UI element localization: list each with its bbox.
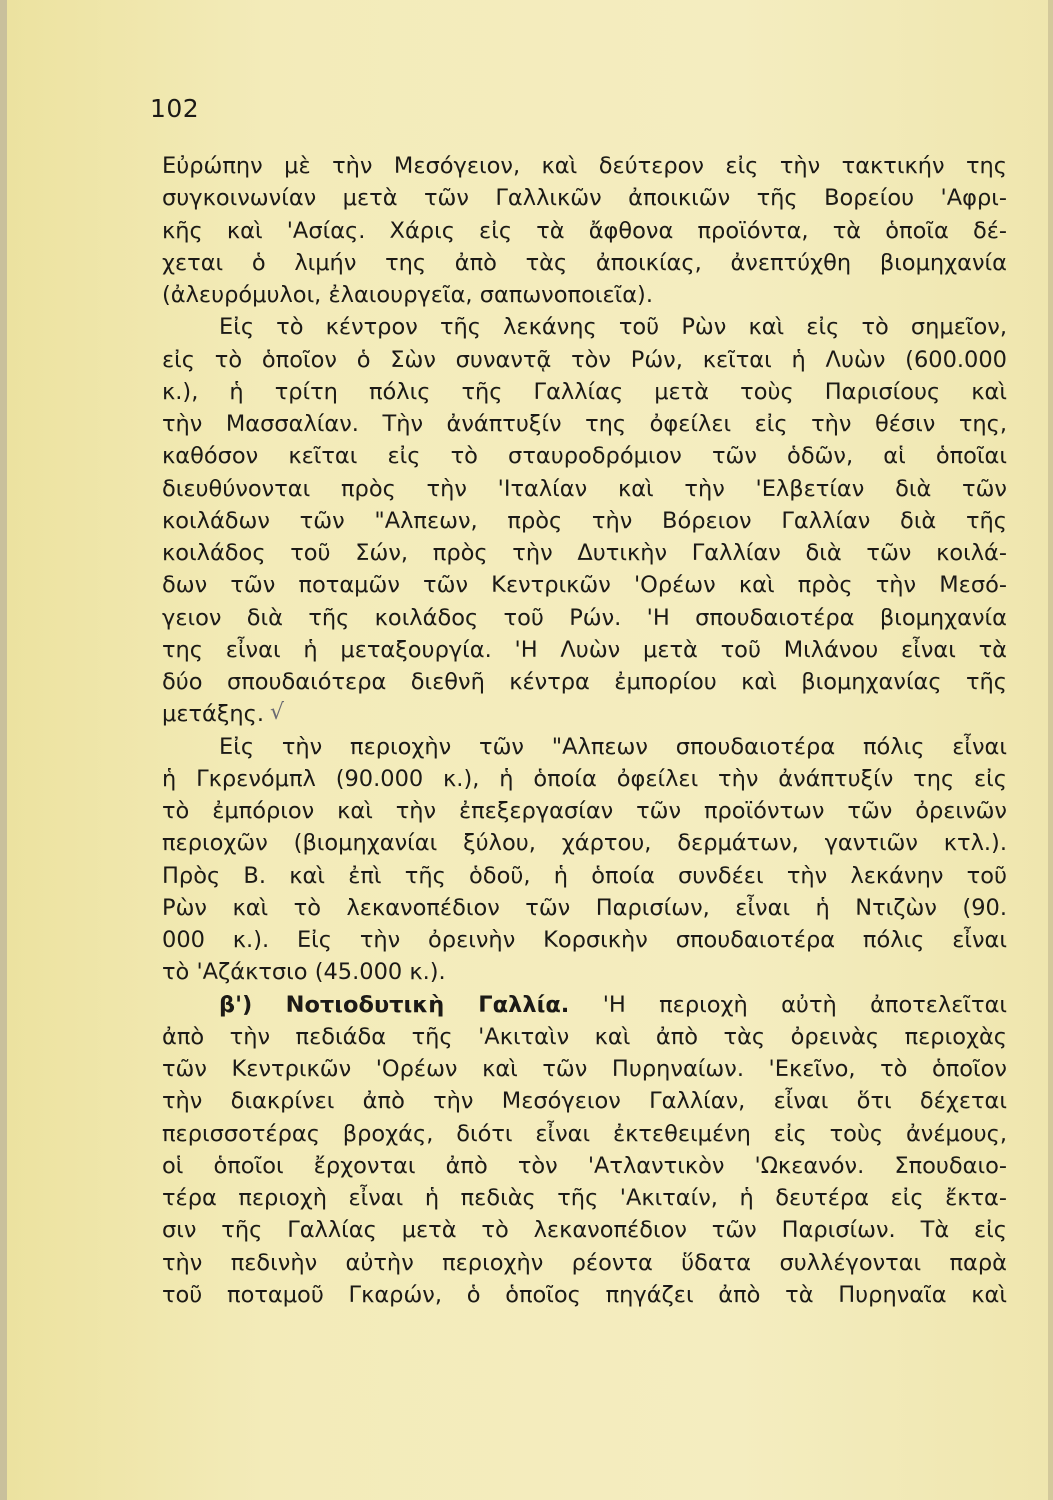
text-line: κοιλάδος τοῦ Σών, πρὸς τὴν Δυτικὴν Γαλλίαν διὰ τῶν κοιλά- [162,540,1007,566]
text-line: διευθύνονται πρὸς τὴν 'Ιταλίαν καὶ τὴν 'Ελβετίαν διὰ τῶν [162,475,1007,502]
text-line: γειον διὰ τῆς κοιλάδος τοῦ Ρών. 'Η σπουδαιοτέρα βιομηχανία [162,604,1007,631]
page-edge-right [1048,0,1053,1500]
text-line: περισσοτέρας βροχάς, διότι εἶναι ἐκτεθειμένη εἰς τοὺς ἀνέμους, [162,1120,1007,1147]
text-line: ἀπὸ τὴν πεδιάδα τῆς 'Ακιταὶν καὶ ἀπὸ τὰς ὀρεινὰς περιοχὰς [162,1023,1007,1050]
page-edge-left [0,0,7,1500]
text-line: κοιλάδων τῶν "Αλπεων, πρὸς τὴν Βόρειον Γαλλίαν διὰ τῆς [162,507,1007,534]
text-line: δων τῶν ποταμῶν τῶν Κεντρικῶν 'Ορέων καὶ πρὸς τὴν Μεσό- [162,572,1007,599]
text-line: 000 κ.). Εἰς τὴν ὀρεινὴν Κορσικὴν σπουδαιοτέρα πόλις εἶναι [162,927,1007,953]
text-line: οἱ ὁποῖοι ἔρχονται ἀπὸ τὸν 'Ατλαντικὸν 'Ωκεανόν. Σπουδαιο- [162,1152,1007,1179]
text-line: τὸ ἐμπόριον καὶ τὴν ἐπεξεργασίαν τῶν προϊόντων τῶν ὀρεινῶν [162,798,1007,824]
text-line: καθόσον κεῖται εἰς τὸ σταυροδρόμιον τῶν ὁδῶν, αἱ ὁποῖαι [162,443,1007,470]
text-line: χεται ὁ λιμήν της ἀπὸ τὰς ἀποικίας, ἀνεπτύχθη βιομηχανία [162,249,1007,276]
paragraph-start: Εἰς τὴν περιοχὴν τῶν "Αλπεων σπουδαιοτέρα πόλις εἶναι [219,733,1007,760]
section-heading-line [162,989,1007,1021]
text-line: κῆς καὶ 'Ασίας. Χάρις εἰς τὰ ἄφθονα προϊόντα, τὰ ὁποῖα δέ- [162,217,1007,244]
text-line: τὴν διακρίνει ἀπὸ τὴν Μεσόγειον Γαλλίαν, εἶναι ὅτι δέχεται [162,1088,1007,1115]
paragraph-start: Εἰς τὸ κέντρον τῆς λεκάνης τοῦ Ρὼν καὶ εἰς τὸ σημεῖον, [219,314,1007,341]
text-line: τὴν Μασσαλίαν. Τὴν ἀνάπτυξίν της ὀφείλει εἰς τὴν θέσιν της, [162,411,1007,437]
text-line: σιν τῆς Γαλλίας μετὰ τὸ λεκανοπέδιον τῶν Παρισίων. Τὰ εἰς [162,1217,1007,1244]
page-number: 102 [150,94,200,123]
text-line: Πρὸς Β. καὶ ἐπὶ τῆς ὁδοῦ, ἡ ὁποία συνδέει τὴν λεκάνην τοῦ [162,862,1007,889]
check-mark-icon: √ [270,700,285,726]
section-title: Νοτιοδυτικὴ Γαλλία. [285,991,570,1018]
text-line: περιοχῶν (βιομηχανίαι ξύλου, χάρτου, δερμάτων, γαντιῶν κτλ.). [162,830,1007,857]
text-line: δύο σπουδαιότερα διεθνῆ κέντρα ἐμπορίου καὶ βιομηχανίας τῆς [162,669,1007,695]
text-line: μετάξης. [162,701,265,728]
text-line: τὴν πεδινὴν αὐτὴν περιοχὴν ρέοντα ὕδατα συλλέγονται παρὰ [162,1249,1007,1276]
text-line: 'Η περιοχὴ αὐτὴ ἀποτελεῖται [602,991,1008,1018]
text-line: Εὐρώπην μὲ τὴν Μεσόγειον, καὶ δεύτερον εἰς τὴν τακτικήν της [162,153,1007,179]
text-line-end [162,698,1007,730]
text-line: (ἀλευρόμυλοι, ἐλαιουργεῖα, σαπωνοποιεῖα). [162,282,653,308]
section-label: β') [219,991,253,1018]
text-line: συγκοινωνίαν μετὰ τῶν Γαλλικῶν ἀποικιῶν τῆς Βορείου 'Αφρι- [162,185,1007,212]
text-line: κ.), ἡ τρίτη πόλις τῆς Γαλλίας μετὰ τοὺς Παρισίους καὶ [162,378,1007,405]
text-line: ἡ Γκρενόμπλ (90.000 κ.), ἡ ὁποία ὀφείλει τὴν ἀνάπτυξίν της εἰς [162,765,1007,792]
text-line: τοῦ ποταμοῦ Γκαρών, ὁ ὁποῖος πηγάζει ἀπὸ τὰ Πυρηναῖα καὶ [162,1281,1007,1308]
text-line: τέρα περιοχὴ εἶναι ἡ πεδιὰς τῆς 'Ακιταίν, ἡ δευτέρα εἰς ἔκτα- [162,1185,1007,1211]
text-line: της εἶναι ἡ μεταξουργία. 'Η Λυὼν μετὰ τοῦ Μιλάνου εἶναι τὰ [162,636,1007,663]
body-text [162,150,1007,1311]
text-line: Ρὼν καὶ τὸ λεκανοπέδιον τῶν Παρισίων, εἶναι ἡ Ντιζὼν (90. [162,894,1007,921]
text-line: εἰς τὸ ὁποῖον ὁ Σὼν συναντᾷ τὸν Ρών, κεῖται ἡ Λυὼν (600.000 [162,346,1007,373]
text-line: τῶν Κεντρικῶν 'Ορέων καὶ τῶν Πυρηναίων. 'Εκεῖνο, τὸ ὁποῖον [162,1056,1007,1082]
text-line: τὸ 'Αζάκτσιο (45.000 κ.). [162,959,446,986]
